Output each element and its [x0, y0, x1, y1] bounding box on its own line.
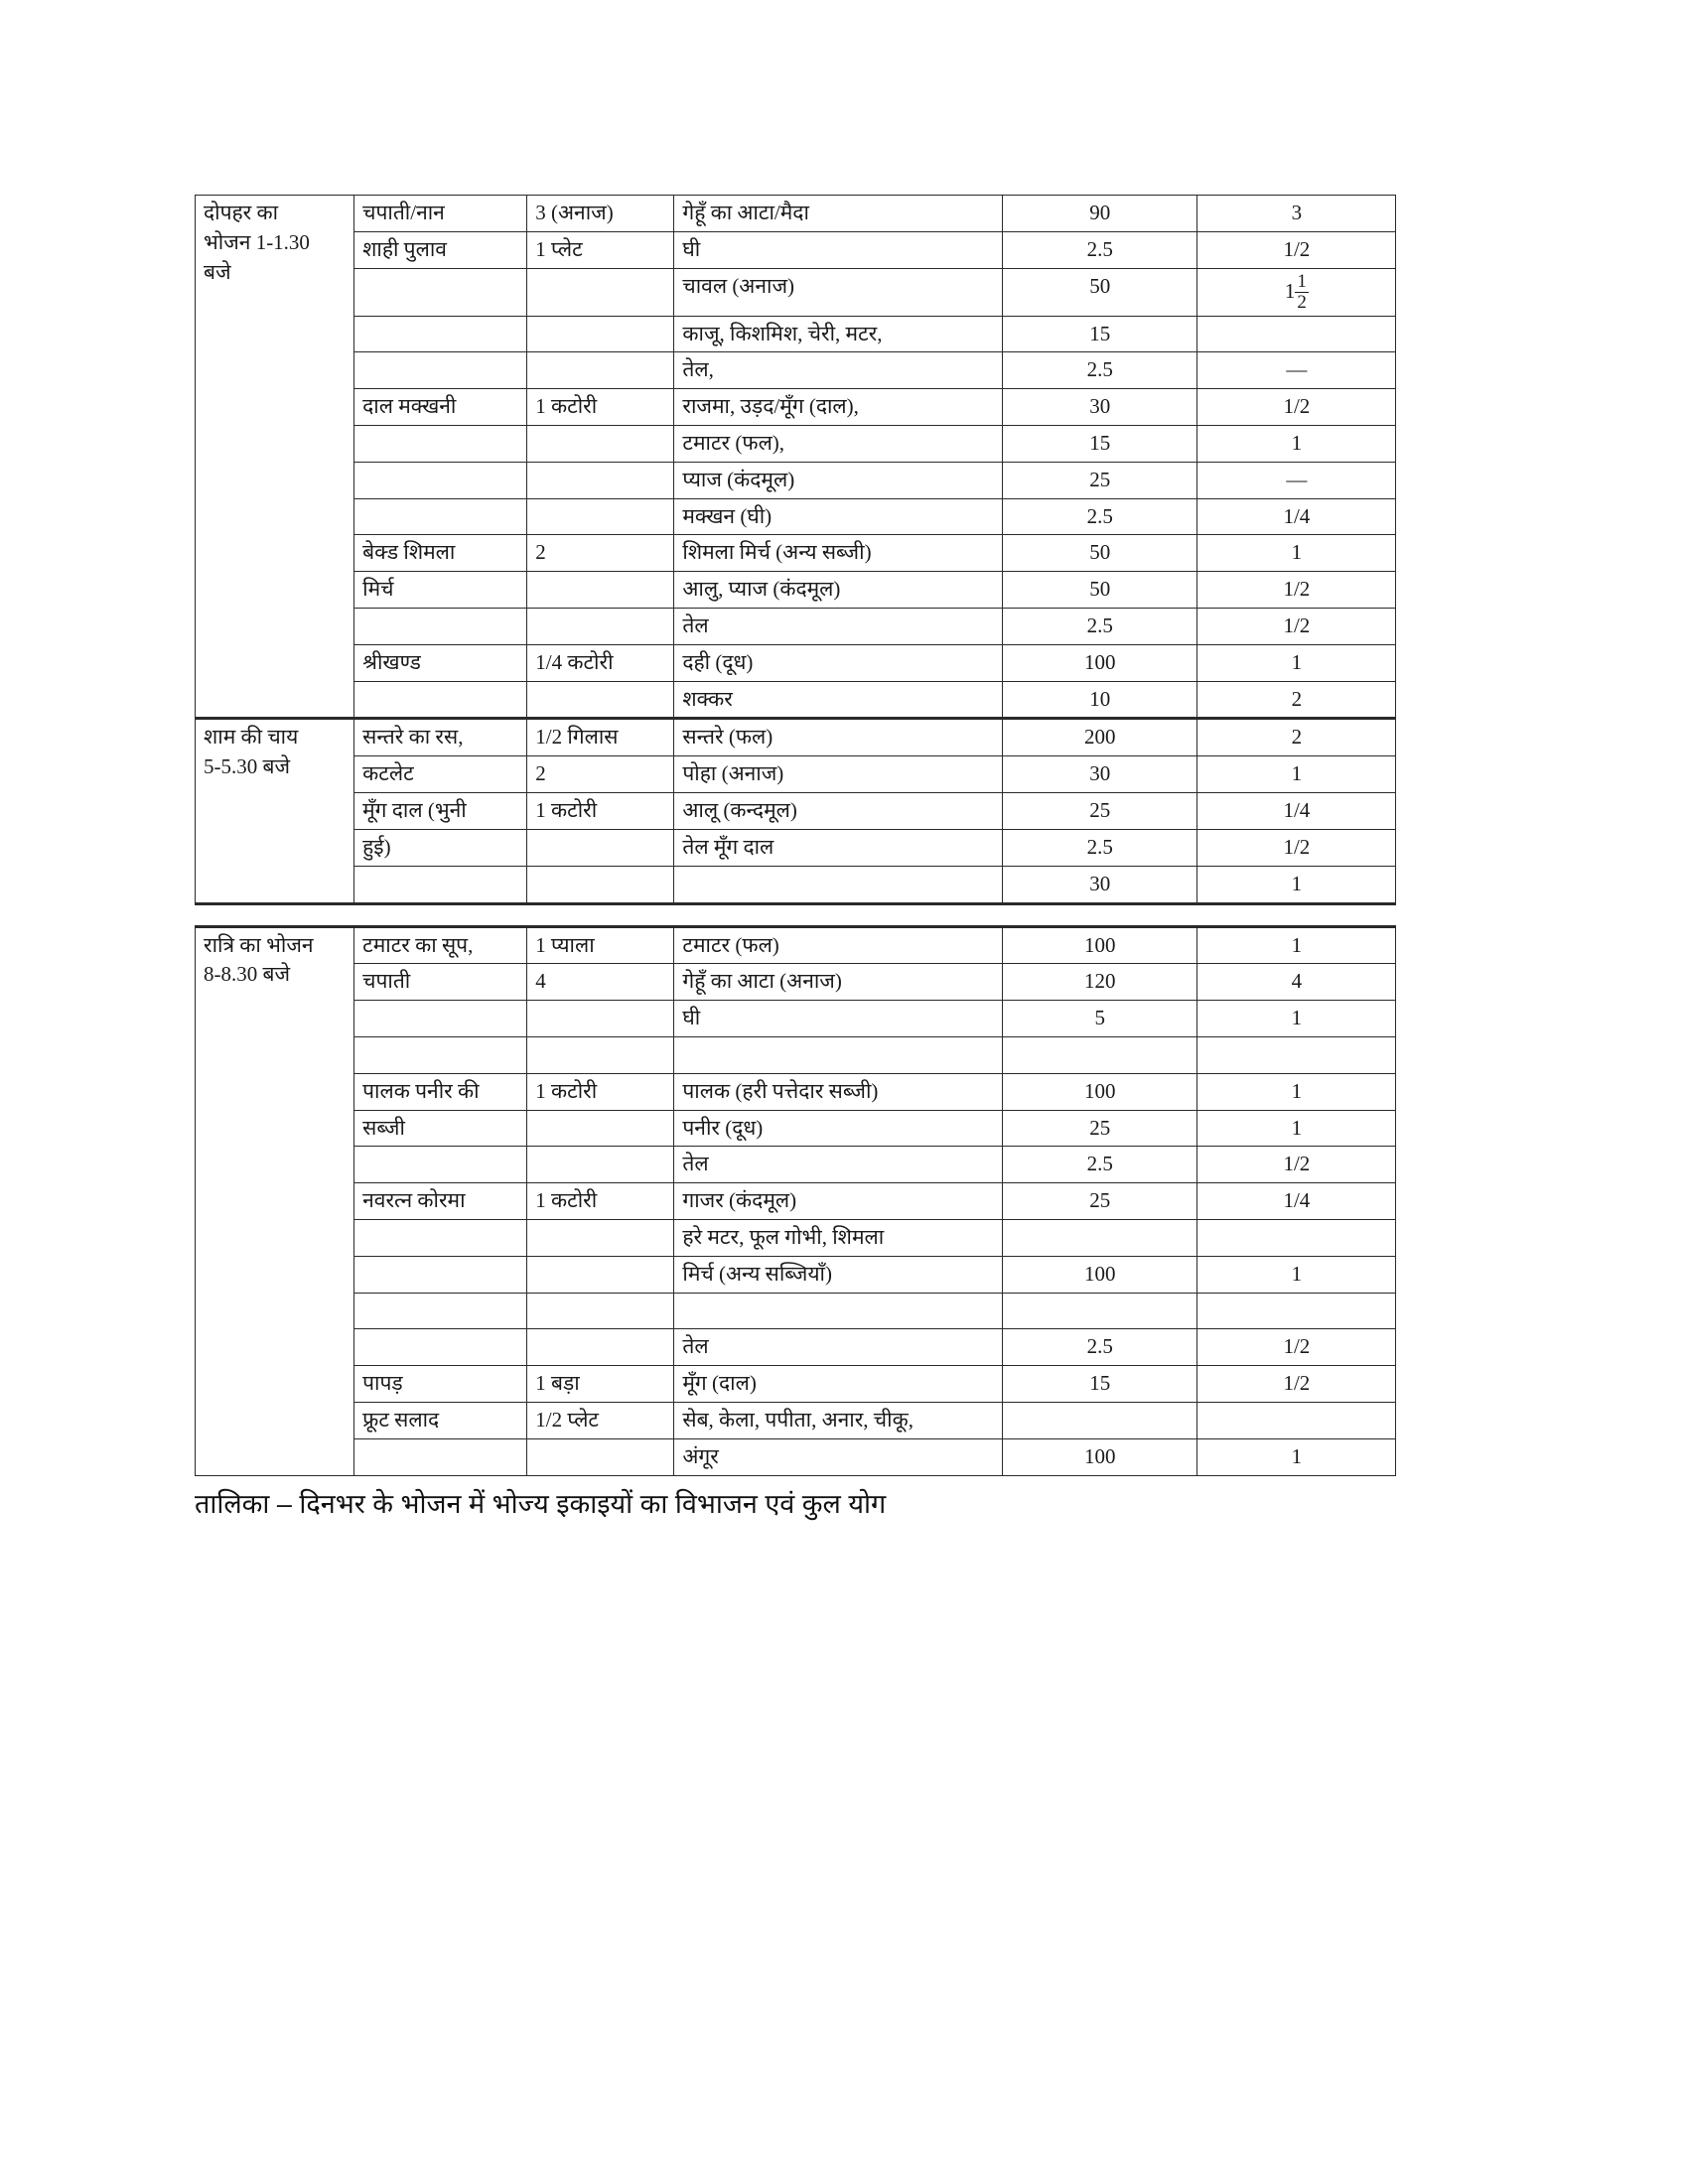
- quantity-cell: 1 प्याला: [527, 926, 674, 964]
- weight-cell: 120: [1002, 964, 1196, 1001]
- quantity-cell: 4: [527, 964, 674, 1001]
- quantity-cell: 1/2 गिलास: [527, 719, 674, 756]
- dish-cell: [354, 1256, 527, 1293]
- dish-cell: [354, 462, 527, 498]
- table-row: [196, 681, 1396, 719]
- dish-cell: श्रीखण्ड: [354, 644, 527, 681]
- dish-cell: [354, 1293, 527, 1329]
- weight-cell: 90: [1002, 196, 1196, 232]
- table-row: [196, 1110, 1396, 1147]
- table-row: [196, 389, 1396, 426]
- food-item-cell: हरे मटर, फूल गोभी, शिमला: [674, 1220, 1002, 1257]
- food-item-cell: पालक (हरी पत्तेदार सब्जी): [674, 1073, 1002, 1110]
- dish-cell: [354, 316, 527, 352]
- quantity-cell: [527, 352, 674, 389]
- table-row: [196, 793, 1396, 830]
- quantity-cell: 1 कटोरी: [527, 793, 674, 830]
- units-cell: 4: [1196, 964, 1395, 1001]
- food-item-cell: मक्खन (घी): [674, 498, 1002, 535]
- meal-time-line: शाम की चाय: [204, 725, 299, 750]
- table-row: [196, 1403, 1396, 1439]
- dish-cell: सन्तरे का रस,: [354, 719, 527, 756]
- units-cell: 1/2: [1196, 1147, 1395, 1183]
- food-item-cell: आलु, प्याज (कंदमूल): [674, 572, 1002, 609]
- dish-cell: [354, 268, 527, 316]
- units-cell: [1196, 1403, 1395, 1439]
- food-item-cell: [674, 1036, 1002, 1073]
- table-row: [196, 196, 1396, 232]
- quantity-cell: [527, 316, 674, 352]
- weight-cell: 2.5: [1002, 231, 1196, 268]
- food-item-cell: गाजर (कंदमूल): [674, 1183, 1002, 1220]
- dish-cell: [354, 1036, 527, 1073]
- food-item-cell: दही (दूध): [674, 644, 1002, 681]
- dish-cell: [354, 1220, 527, 1257]
- quantity-cell: [527, 1220, 674, 1257]
- dish-cell: सब्जी: [354, 1110, 527, 1147]
- units-cell: 1/2: [1196, 829, 1395, 866]
- quantity-cell: [527, 425, 674, 462]
- food-item-cell: गेहूँ का आटा (अनाज): [674, 964, 1002, 1001]
- units-cell: 3: [1196, 196, 1395, 232]
- weight-cell: 50: [1002, 572, 1196, 609]
- table-row: [196, 572, 1396, 609]
- table-row: [196, 1438, 1396, 1475]
- meal-time-cell: [196, 926, 354, 1475]
- table-row: [196, 1073, 1396, 1110]
- dish-cell: [354, 1001, 527, 1037]
- weight-cell: [1002, 1403, 1196, 1439]
- dish-cell: [354, 866, 527, 903]
- units-cell: [1196, 1036, 1395, 1073]
- food-item-cell: पनीर (दूध): [674, 1110, 1002, 1147]
- weight-cell: 200: [1002, 719, 1196, 756]
- food-item-cell: तेल मूँग दाल: [674, 829, 1002, 866]
- meal-table: [195, 195, 1396, 1476]
- dish-cell: पालक पनीर की: [354, 1073, 527, 1110]
- meal-time-line: 8-8.30 बजे: [204, 962, 291, 987]
- dish-cell: बेक्ड शिमला: [354, 535, 527, 572]
- quantity-cell: [527, 498, 674, 535]
- quantity-cell: 2: [527, 535, 674, 572]
- quantity-cell: [527, 1110, 674, 1147]
- quantity-cell: 1 कटोरी: [527, 1073, 674, 1110]
- table-row: [196, 425, 1396, 462]
- food-item-cell: प्याज (कंदमूल): [674, 462, 1002, 498]
- food-item-cell: [674, 866, 1002, 903]
- weight-cell: 15: [1002, 425, 1196, 462]
- quantity-cell: [527, 1036, 674, 1073]
- table-row: [196, 535, 1396, 572]
- food-item-cell: काजू, किशमिश, चेरी, मटर,: [674, 316, 1002, 352]
- dish-cell: मिर्च: [354, 572, 527, 609]
- units-cell: 1/2: [1196, 572, 1395, 609]
- units-cell: 1: [1196, 756, 1395, 793]
- units-cell: —: [1196, 462, 1395, 498]
- weight-cell: 2.5: [1002, 1329, 1196, 1366]
- units-cell: 1: [1196, 1256, 1395, 1293]
- units-cell: 1: [1196, 1438, 1395, 1475]
- weight-cell: 30: [1002, 389, 1196, 426]
- table-row: [196, 316, 1396, 352]
- block-separator: [196, 903, 1396, 926]
- units-cell: 1/2: [1196, 389, 1395, 426]
- table-row: [196, 926, 1396, 964]
- quantity-cell: [527, 829, 674, 866]
- food-item-cell: राजमा, उड़द/मूँग (दाल),: [674, 389, 1002, 426]
- weight-cell: 30: [1002, 756, 1196, 793]
- dish-cell: [354, 1329, 527, 1366]
- dish-cell: नवरत्न कोरमा: [354, 1183, 527, 1220]
- units-cell: 1/4: [1196, 498, 1395, 535]
- weight-cell: [1002, 1220, 1196, 1257]
- units-cell: 1: [1196, 535, 1395, 572]
- weight-cell: 15: [1002, 1366, 1196, 1403]
- food-item-cell: गेहूँ का आटा/मैदा: [674, 196, 1002, 232]
- table-row: [196, 231, 1396, 268]
- quantity-cell: [527, 1329, 674, 1366]
- table-row: [196, 719, 1396, 756]
- food-item-cell: टमाटर (फल),: [674, 425, 1002, 462]
- units-cell: 1: [1196, 425, 1395, 462]
- quantity-cell: 3 (अनाज): [527, 196, 674, 232]
- quantity-cell: 1/2 प्लेट: [527, 1403, 674, 1439]
- quantity-cell: [527, 1256, 674, 1293]
- units-cell: 1: [1196, 1073, 1395, 1110]
- food-item-cell: पोहा (अनाज): [674, 756, 1002, 793]
- units-cell: [1196, 1293, 1395, 1329]
- quantity-cell: [527, 1147, 674, 1183]
- food-item-cell: शक्कर: [674, 681, 1002, 719]
- quantity-cell: [527, 268, 674, 316]
- quantity-cell: [527, 1438, 674, 1475]
- units-cell: 2: [1196, 719, 1395, 756]
- meal-time-line: रात्रि का भोजन: [204, 932, 314, 957]
- table-row: [196, 1366, 1396, 1403]
- food-item-cell: घी: [674, 231, 1002, 268]
- food-item-cell: चावल (अनाज): [674, 268, 1002, 316]
- table-row: [196, 462, 1396, 498]
- weight-cell: 30: [1002, 866, 1196, 903]
- quantity-cell: 1 कटोरी: [527, 1183, 674, 1220]
- food-item-cell: तेल: [674, 1147, 1002, 1183]
- dish-cell: पापड़: [354, 1366, 527, 1403]
- meal-time-cell: [196, 196, 354, 719]
- table-row: [196, 1293, 1396, 1329]
- units-cell: 1: [1196, 1110, 1395, 1147]
- weight-cell: 2.5: [1002, 1147, 1196, 1183]
- dish-cell: चपाती/नान: [354, 196, 527, 232]
- units-cell: 1/4: [1196, 1183, 1395, 1220]
- dish-cell: चपाती: [354, 964, 527, 1001]
- weight-cell: 100: [1002, 1073, 1196, 1110]
- dish-cell: [354, 681, 527, 719]
- meal-table-container: [195, 195, 1396, 1476]
- weight-cell: 100: [1002, 1256, 1196, 1293]
- weight-cell: 25: [1002, 1183, 1196, 1220]
- dish-cell: शाही पुलाव: [354, 231, 527, 268]
- weight-cell: 100: [1002, 926, 1196, 964]
- weight-cell: [1002, 1036, 1196, 1073]
- food-item-cell: सेब, केला, पपीता, अनार, चीकू,: [674, 1403, 1002, 1439]
- food-item-cell: मूँग (दाल): [674, 1366, 1002, 1403]
- quantity-cell: [527, 572, 674, 609]
- meal-time-line: दोपहर का: [204, 201, 279, 224]
- dish-cell: [354, 1147, 527, 1183]
- food-item-cell: तेल: [674, 1329, 1002, 1366]
- meal-time-line: बजे: [204, 259, 231, 284]
- table-row: [196, 352, 1396, 389]
- units-cell: 1: [1196, 866, 1395, 903]
- quantity-cell: [527, 609, 674, 645]
- weight-cell: 50: [1002, 268, 1196, 316]
- food-item-cell: तेल: [674, 609, 1002, 645]
- quantity-cell: 2: [527, 756, 674, 793]
- table-row: [196, 829, 1396, 866]
- quantity-cell: 1 कटोरी: [527, 389, 674, 426]
- quantity-cell: 1 बड़ा: [527, 1366, 674, 1403]
- units-cell: 1/2: [1196, 1366, 1395, 1403]
- units-cell: —: [1196, 352, 1395, 389]
- food-item-cell: सन्तरे (फल): [674, 719, 1002, 756]
- weight-cell: 100: [1002, 1438, 1196, 1475]
- dish-cell: [354, 609, 527, 645]
- units-cell: 1: [1196, 1001, 1395, 1037]
- dish-cell: दाल मक्खनी: [354, 389, 527, 426]
- dish-cell: [354, 1438, 527, 1475]
- quantity-cell: [527, 681, 674, 719]
- food-item-cell: तेल,: [674, 352, 1002, 389]
- table-row: [196, 1220, 1396, 1257]
- table-row: [196, 1036, 1396, 1073]
- food-item-cell: शिमला मिर्च (अन्य सब्जी): [674, 535, 1002, 572]
- dish-cell: मूँग दाल (भुनी: [354, 793, 527, 830]
- table-row: [196, 644, 1396, 681]
- units-cell: 1/2: [1196, 609, 1395, 645]
- meal-time-cell: [196, 719, 354, 903]
- weight-cell: 15: [1002, 316, 1196, 352]
- weight-cell: 2.5: [1002, 829, 1196, 866]
- table-row: [196, 1147, 1396, 1183]
- weight-cell: 50: [1002, 535, 1196, 572]
- food-item-cell: टमाटर (फल): [674, 926, 1002, 964]
- table-row: [196, 1256, 1396, 1293]
- food-item-cell: [674, 1293, 1002, 1329]
- dish-cell: [354, 498, 527, 535]
- dish-cell: [354, 425, 527, 462]
- meal-time-line: 5-5.30 बजे: [204, 754, 291, 779]
- weight-cell: 100: [1002, 644, 1196, 681]
- table-row: [196, 866, 1396, 903]
- table-caption: तालिका – दिनभर के भोजन में भोज्य इकाइयों का विभाजन एवं कुल योग: [195, 1489, 887, 1519]
- quantity-cell: [527, 866, 674, 903]
- food-item-cell: घी: [674, 1001, 1002, 1037]
- dish-cell: टमाटर का सूप,: [354, 926, 527, 964]
- units-cell: [1196, 316, 1395, 352]
- units-cell: 1/4: [1196, 793, 1395, 830]
- weight-cell: 2.5: [1002, 609, 1196, 645]
- dish-cell: कटलेट: [354, 756, 527, 793]
- dish-cell: फ्रूट सलाद: [354, 1403, 527, 1439]
- units-cell: 1: [1196, 644, 1395, 681]
- weight-cell: 25: [1002, 1110, 1196, 1147]
- food-item-cell: आलू (कन्दमूल): [674, 793, 1002, 830]
- dish-cell: हुई): [354, 829, 527, 866]
- food-item-cell: अंगूर: [674, 1438, 1002, 1475]
- units-cell: 1 $\frac{1}{2}$: [1196, 268, 1395, 316]
- units-cell: [1196, 1220, 1395, 1257]
- units-cell: 1: [1196, 926, 1395, 964]
- quantity-cell: [527, 462, 674, 498]
- table-row: [196, 1329, 1396, 1366]
- weight-cell: [1002, 1293, 1196, 1329]
- weight-cell: 5: [1002, 1001, 1196, 1037]
- units-cell: 1/2: [1196, 1329, 1395, 1366]
- quantity-cell: [527, 1001, 674, 1037]
- table-row: [196, 1001, 1396, 1037]
- units-cell: 2: [1196, 681, 1395, 719]
- weight-cell: 10: [1002, 681, 1196, 719]
- weight-cell: 2.5: [1002, 352, 1196, 389]
- weight-cell: 25: [1002, 793, 1196, 830]
- quantity-cell: 1 प्लेट: [527, 231, 674, 268]
- table-row: [196, 964, 1396, 1001]
- table-row: [196, 756, 1396, 793]
- weight-cell: 2.5: [1002, 498, 1196, 535]
- table-row: [196, 498, 1396, 535]
- quantity-cell: 1/4 कटोरी: [527, 644, 674, 681]
- units-cell: 1/2: [1196, 231, 1395, 268]
- dish-cell: [354, 352, 527, 389]
- table-row: [196, 268, 1396, 316]
- food-item-cell: मिर्च (अन्य सब्जियाँ): [674, 1256, 1002, 1293]
- quantity-cell: [527, 1293, 674, 1329]
- table-row: [196, 609, 1396, 645]
- weight-cell: 25: [1002, 462, 1196, 498]
- table-row: [196, 1183, 1396, 1220]
- meal-time-line: भोजन 1-1.30: [204, 229, 310, 254]
